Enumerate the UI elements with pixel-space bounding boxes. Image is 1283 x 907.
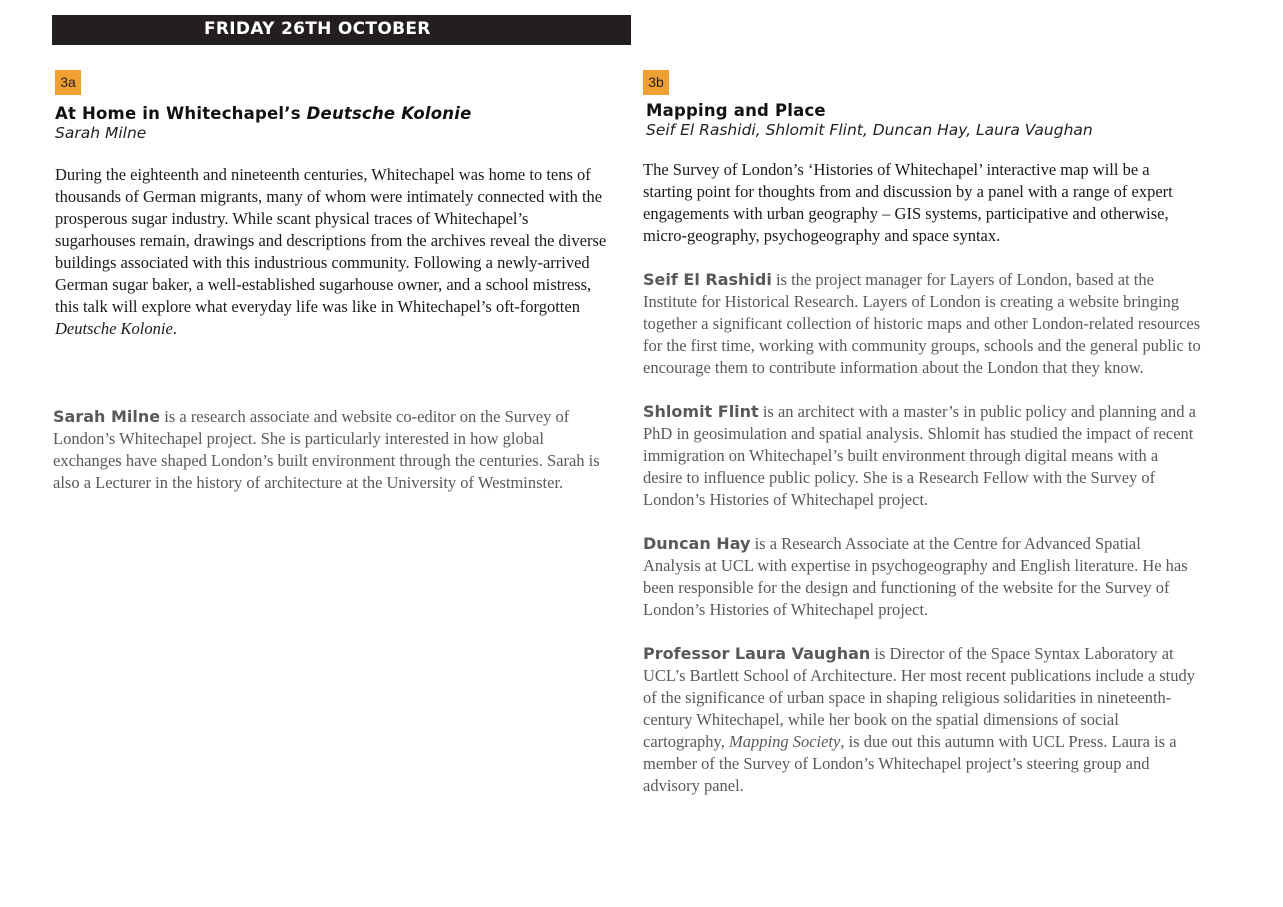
bio-text: is an architect with a master’s in public policy and planning and a PhD in geosimulation and spatial analysis. Shlomit has studied the impact of recent immigration on Whitechapel’s built environment through digital means with a desire to influence public policy. She is a Research Fellow with the Survey of London’s Histories of Whitechapel project.: [643, 402, 1196, 509]
abstract-italic: Deutsche Kolonie: [55, 319, 173, 338]
session-title: Mapping and Place: [646, 101, 826, 120]
bio-text: is Director of the Space Syntax Laboratory at UCL’s Bartlett School of Architecture. Her most recent publications include a study of the significance of urban space in shaping religious solidarities in nineteenth-century Whitechapel, while her book on the spatial dimensions of social cartography,: [643, 644, 1196, 751]
title-italic: Deutsche Kolonie: [306, 104, 472, 123]
session-badge: 3a: [55, 70, 81, 95]
session-abstract: The Survey of London’s ‘Histories of Whitechapel’ interactive map will be a starting point for thoughts from and discussion by a panel with a range of expert engagements with urban geography – GIS systems, participative and otherwise, micro-geography, psychogeography and space syntax.: [643, 160, 1173, 245]
date-banner-text: FRIDAY 26TH OCTOBER: [204, 19, 431, 39]
speaker-bio-4: [643, 643, 1201, 797]
speaker-name: Professor Laura Vaughan: [643, 644, 871, 663]
bio-italic: Mapping Society: [728, 732, 841, 751]
session-badge: 3b: [643, 70, 669, 95]
session-title: [55, 104, 613, 123]
abstract-text: During the eighteenth and nineteenth centuries, Whitechapel was home to tens of thousands of German migrants, many of whom were intimately connected with the prosperous sugar industry. While scant physical traces of Whitechapel’s sugarhouses remain, drawings and descriptions from the archives reveal the diverse buildings associated with this industrious community. Following a newly-arrived German sugar baker, a well-established sugarhouse owner, and a school mistress, this talk will explore what everyday life was like in Whitechapel’s oft-forgotten: [55, 165, 607, 316]
bio-text: is a Research Associate at the Centre for Advanced Spatial Analysis at UCL with expertise in psychogeography and English literature. He has been responsible for the design and functioning of the website for the Survey of London’s Histories of Whitechapel project.: [643, 534, 1188, 619]
session-abstract: [55, 164, 610, 340]
speaker-bio-1: [643, 269, 1201, 379]
speaker-name: Sarah Milne: [53, 407, 161, 426]
bio-text: is a research associate and website co-editor on the Survey of London’s Whitechapel project. She is particularly interested in how global exchanges have shaped London’s built environment through the centuries. Sarah is also a Lecturer in the history of architecture at the University of Westminster.: [53, 407, 600, 492]
date-banner: [52, 15, 631, 45]
speaker-name: Seif El Rashidi: [643, 270, 772, 289]
bio-text: is the project manager for Layers of London, based at the Institute for Historical Research. Layers of London is creating a website bringing together a significant collection of historic maps and other London-related resources for the first time, working with community groups, schools and the general public to encourage them to contribute information about the London that they know.: [643, 270, 1201, 377]
session-speakers: Sarah Milne: [55, 124, 147, 142]
session-speakers: Seif El Rashidi, Shlomit Flint, Duncan Hay, Laura Vaughan: [646, 121, 1093, 139]
bio-text-end: , is due out this autumn with UCL Press. Laura is a member of the Survey of London’s Whitechapel project’s steering group and advisory panel.: [643, 732, 1177, 795]
speaker-bio: [53, 406, 603, 494]
speaker-name: Duncan Hay: [643, 534, 751, 553]
title-text: At Home in Whitechapel’s: [55, 104, 307, 123]
speaker-bio-2: [643, 401, 1201, 511]
speaker-bio-3: [643, 533, 1201, 621]
session-3b: [643, 70, 1203, 797]
session-3a: [53, 70, 613, 494]
speaker-name: Shlomit Flint: [643, 402, 759, 421]
abstract-end: .: [172, 319, 177, 338]
